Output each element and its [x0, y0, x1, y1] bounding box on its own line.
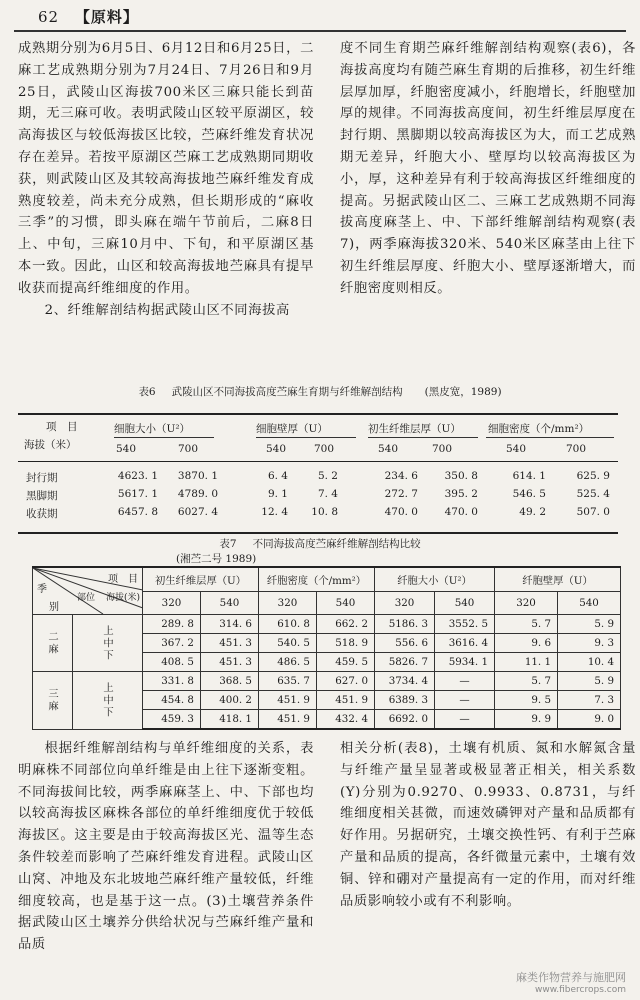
- cell: 5. 9: [558, 615, 621, 634]
- cell: 518. 9: [317, 634, 375, 653]
- row-label: 黑脚期: [26, 490, 58, 502]
- cell: 470. 0: [444, 506, 478, 518]
- cell: 451. 3: [201, 653, 259, 672]
- season-label: 三麻: [33, 672, 73, 730]
- cell: 627. 0: [317, 672, 375, 691]
- text-column-right-bottom: [340, 738, 636, 912]
- cell: 451. 9: [259, 710, 317, 730]
- cell: 12. 4: [261, 506, 288, 518]
- cell: 7. 4: [317, 488, 338, 500]
- corner-cell: [33, 567, 143, 615]
- table-row: [18, 506, 618, 524]
- cell: 331. 8: [143, 672, 201, 691]
- part-label: 上中下: [73, 672, 143, 730]
- cell: 507. 0: [576, 506, 610, 518]
- header-item: 项 目: [46, 421, 78, 433]
- text-column-left-bottom: [18, 738, 314, 956]
- section-title: 【原料】: [74, 8, 139, 26]
- cell: 470. 0: [384, 506, 418, 518]
- cell: —: [435, 672, 495, 691]
- altitude-540: 540: [378, 443, 399, 455]
- cell: 5826. 7: [375, 653, 435, 672]
- table6-number: 表6: [138, 386, 156, 398]
- group-layer-thickness: 初生纤维层厚（U）: [368, 423, 461, 435]
- group-wall-thickness: 纤胞壁厚（U）: [495, 567, 621, 591]
- table-row: [33, 672, 621, 691]
- table-row: [18, 488, 618, 506]
- cell: 9. 6: [495, 634, 558, 653]
- cell: 395. 2: [444, 488, 478, 500]
- cell: 49. 2: [519, 506, 546, 518]
- cell: 525. 4: [576, 488, 610, 500]
- cell: 432. 4: [317, 710, 375, 730]
- cell: 614. 1: [512, 470, 546, 482]
- table7-header-row: [33, 567, 621, 591]
- cell: 459. 3: [143, 710, 201, 730]
- cell: 5186. 3: [375, 615, 435, 634]
- cell: 7. 3: [558, 691, 621, 710]
- cell: 9. 3: [558, 634, 621, 653]
- altitude-540: 540: [116, 443, 137, 455]
- corner-part: 部位: [77, 593, 96, 603]
- cell: 314. 6: [201, 615, 259, 634]
- cell: 408. 5: [143, 653, 201, 672]
- cell: 6. 4: [267, 470, 288, 482]
- cell: 272. 7: [384, 488, 418, 500]
- cell: 9. 1: [267, 488, 288, 500]
- cell: 5934. 1: [435, 653, 495, 672]
- table7-title: 不同海拔高度苎麻纤维解剖结构比较: [252, 538, 421, 550]
- cell: 5. 2: [317, 470, 338, 482]
- corner-period: 别: [49, 602, 59, 613]
- corner-altitude: 海拔(米): [105, 593, 140, 603]
- cell: 6389. 3: [375, 691, 435, 710]
- cell: 3870. 1: [177, 470, 218, 482]
- cell: 234. 6: [384, 470, 418, 482]
- table-row: [18, 470, 618, 488]
- cell: 9. 0: [558, 710, 621, 730]
- altitude-700: 700: [432, 443, 453, 455]
- group-cell-density: 纤胞密度（个/mm²）: [259, 567, 375, 591]
- cell: 10. 8: [311, 506, 338, 518]
- paragraph: 2、纤维解剖结构据武陵山区不同海拔高: [44, 302, 290, 318]
- text-column-left-top: [18, 38, 314, 321]
- cell: 9. 9: [495, 710, 558, 730]
- cell: 289. 8: [143, 615, 201, 634]
- watermark-name: 麻类作物营养与施肥网: [516, 971, 626, 984]
- season-label: 二麻: [33, 615, 73, 672]
- altitude-320: 320: [259, 591, 317, 614]
- cell: 459. 5: [317, 653, 375, 672]
- table6-title: 武陵山区不同海拔高度苎麻生育期与纤维解剖结构: [171, 386, 403, 398]
- watermark: [516, 972, 626, 996]
- cell: 350. 8: [444, 470, 478, 482]
- table6-header: [18, 415, 618, 461]
- cell: 3552. 5: [435, 615, 495, 634]
- cell: 11. 1: [495, 653, 558, 672]
- table6-caption: [0, 384, 640, 399]
- altitude-540: 540: [435, 591, 495, 614]
- altitude-320: 320: [375, 591, 435, 614]
- cell: 5617. 1: [117, 488, 158, 500]
- cell: 6457. 8: [117, 506, 158, 518]
- cell: 546. 5: [512, 488, 546, 500]
- cell: 3734. 4: [375, 672, 435, 691]
- altitude-700: 700: [314, 443, 335, 455]
- altitude-540: 540: [558, 591, 621, 614]
- cell: 486. 5: [259, 653, 317, 672]
- cell: —: [435, 710, 495, 730]
- altitude-540: 540: [266, 443, 287, 455]
- cell: 5. 7: [495, 672, 558, 691]
- header-altitude: 海拔（米）: [24, 439, 77, 451]
- corner-item: 项 目: [108, 574, 138, 585]
- cell: 635. 7: [259, 672, 317, 691]
- page-number: 62: [38, 8, 60, 26]
- corner-season: 季: [37, 584, 47, 595]
- cell: 4623. 1: [117, 470, 158, 482]
- table6: [18, 413, 618, 534]
- header-rule: [14, 30, 626, 32]
- cell: 451. 9: [259, 691, 317, 710]
- table7: [32, 566, 620, 730]
- watermark-url: www.fibercrops.com: [535, 985, 626, 995]
- cell: 3616. 4: [435, 634, 495, 653]
- cell: 4789. 0: [177, 488, 218, 500]
- table7-number: 表7: [219, 538, 237, 550]
- table7-caption: [0, 536, 640, 551]
- cell: 610. 8: [259, 615, 317, 634]
- paragraph: 相关分析(表8)，土壤有机质、氮和水解氮含量与纤维产量呈显著或极显著正相关，相关系数(Y)分别为0.9270、0.9933、0.8731，与纤维细度相关甚微，而速效磷钾对产量和品质都有好作用。另据研究，土壤交换性钙、有利于苎麻产量和品质的提高，各纤微量元素中，土壤有效铜、锌和硼对产量提高有一定的作用，而对纤维品质影响较小或有不利影响。: [340, 741, 636, 909]
- cell: 368. 5: [201, 672, 259, 691]
- cell: 6027. 4: [177, 506, 218, 518]
- altitude-540: 540: [317, 591, 375, 614]
- altitude-320: 320: [143, 591, 201, 614]
- altitude-540: 540: [201, 591, 259, 614]
- table6-body: [18, 462, 618, 534]
- altitude-700: 700: [566, 443, 587, 455]
- table-row: [33, 615, 621, 634]
- altitude-320: 320: [495, 591, 558, 614]
- text-column-right-top: [340, 38, 636, 300]
- cell: 625. 9: [576, 470, 610, 482]
- altitude-700: 700: [178, 443, 199, 455]
- altitude-540: 540: [506, 443, 527, 455]
- cell: 662. 2: [317, 615, 375, 634]
- cell: 6692. 0: [375, 710, 435, 730]
- cell: 5. 7: [495, 615, 558, 634]
- group-cell-density: 细胞密度（个/mm²）: [488, 423, 590, 435]
- cell: 454. 8: [143, 691, 201, 710]
- group-cell-size: 细胞大小（U²）: [114, 423, 191, 435]
- cell: 400. 2: [201, 691, 259, 710]
- cell: 367. 2: [143, 634, 201, 653]
- table7-source: (湘苎二号 1989): [176, 553, 257, 565]
- group-cell-size: 纤胞大小（U²）: [375, 567, 495, 591]
- cell: 5. 9: [558, 672, 621, 691]
- cell: 556. 6: [375, 634, 435, 653]
- cell: 540. 5: [259, 634, 317, 653]
- table6-source: (黑皮宽，1989): [424, 386, 502, 398]
- row-label: 收获期: [26, 508, 58, 520]
- cell: 451. 9: [317, 691, 375, 710]
- cell: 9. 5: [495, 691, 558, 710]
- cell: —: [435, 691, 495, 710]
- cell: 451. 3: [201, 634, 259, 653]
- part-label: 上中下: [73, 615, 143, 672]
- cell: 10. 4: [558, 653, 621, 672]
- group-wall-thickness: 细胞壁厚（U）: [256, 423, 328, 435]
- page-header: [38, 6, 139, 27]
- paragraph: 成熟期分别为6月5日、6月12日和6月25日，二麻工艺成熟期分别为7月24日、7月26日和9月25日，武陵山区海拔700米区三麻只能长到苗期，无三麻可收。表明武陵山区较平原湖区，较高海拔区与较低海拔区比较，苎麻纤维发育状况存在差异。若按平原湖区苎麻工艺成熟期同期收获，则武陵山区及其较高海拔地苎麻纤维发育成熟度较差，尚未充分成熟，但长期形成的“麻收三季”的习惯，即头麻在端午节前后，二麻8日上、中旬，三麻10月中、下旬，和平原湖区基本一致。因此，山区和较高海拔地苎麻具有提早收获而提高纤维细度的作用。: [18, 41, 314, 296]
- cell: 418. 1: [201, 710, 259, 730]
- row-label: 封行期: [26, 472, 58, 484]
- group-layer-thickness: 初生纤维层厚（U）: [143, 567, 259, 591]
- paragraph: 度不同生育期苎麻纤维解剖结构观察(表6)，各海拔高度均有随苎麻生育期的后推移，初生纤维层厚加厚，纤胞密度减小，纤胞增长，纤胞壁加厚的规律。不同海拔高度间，初生纤维层厚度在封行期、黑脚期以较高海拔区为大，而工艺成熟期无差异，纤胞大小、壁厚均以较高海拔区为小，厚，这种差异有利于较高海拔区纤维细度的提高。另据武陵山区二、三麻工艺成熟期不同海拔高度麻茎上、中、下部纤维解剖结构观察(表7)，两季麻海拔320米、540米区麻茎由上往下初生纤维层厚度、纤胞大小、壁厚逐渐增大，而纤胞密度则相反。: [340, 41, 636, 296]
- paragraph: 根据纤维解剖结构与单纤维细度的关系，表明麻株不同部位向单纤维是由上往下逐渐变粗。不同海拔间比较，两季麻麻茎上、中、下部也均以较高海拔区麻株各部位的单纤维细度优于较低海拔区。这主要是由于较高海拔区光、温等生态条件较差而影响了苎麻纤维发育进程。武陵山区山窝、冲地及东北坡地苎麻纤维产量较低，纤维细度较高，也是基于这一点。(3)土壤营养条件据武陵山区土壤养分供给状况与苎麻纤维产量和品质: [18, 741, 314, 953]
